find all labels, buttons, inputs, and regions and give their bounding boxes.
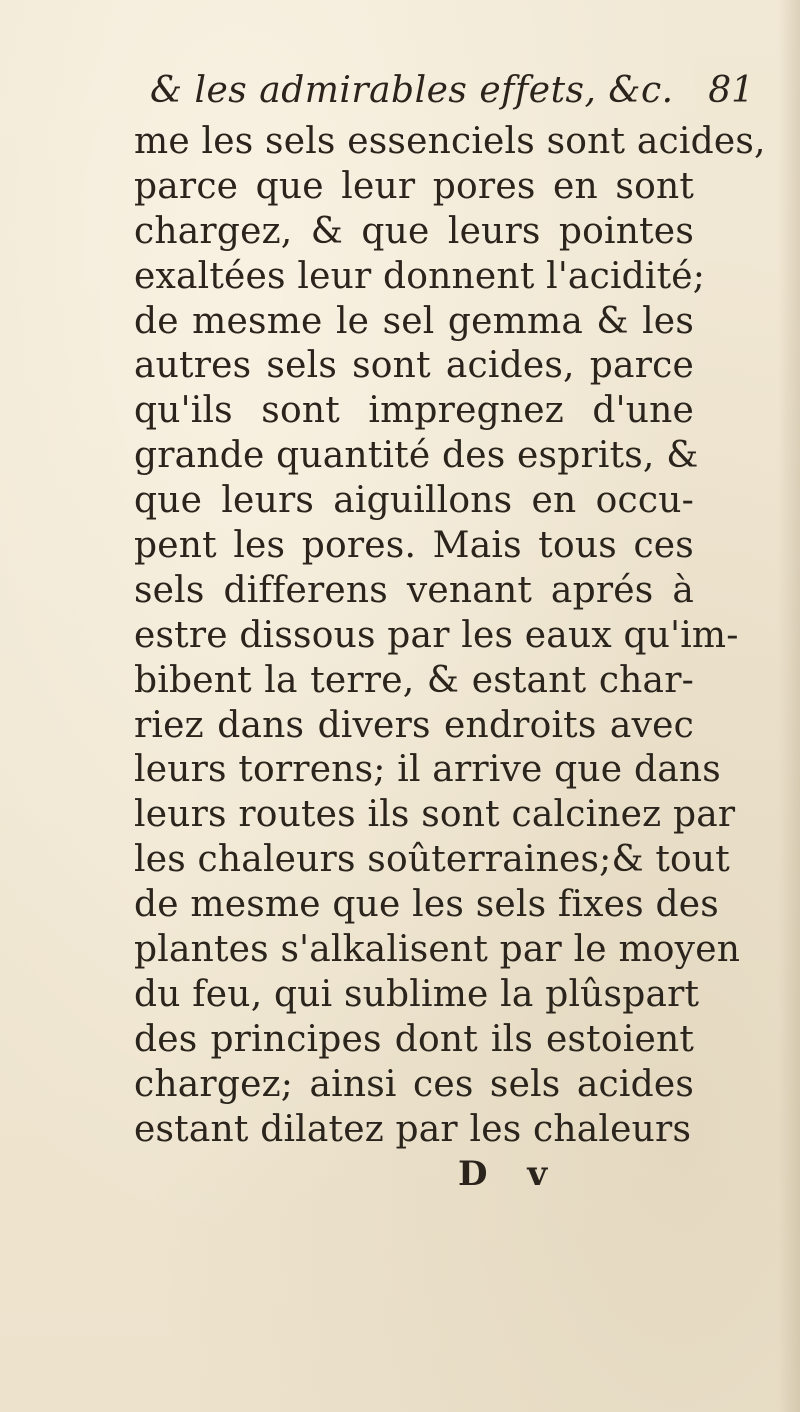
text-line: estre dissous par les eaux qu'im- bbox=[134, 614, 739, 656]
running-header bbox=[150, 70, 760, 120]
text-line: parce que leur pores en sont bbox=[134, 165, 694, 207]
body-text bbox=[134, 120, 766, 1152]
text-line: de mesme que les sels fixes des bbox=[134, 884, 719, 926]
text-line: me les sels essenciels sont acides, bbox=[134, 121, 766, 162]
signature-mark: D v bbox=[458, 1154, 562, 1194]
text-line: pent les pores. Mais tous ces bbox=[134, 525, 694, 567]
text-line: des principes dont ils estoient bbox=[134, 1018, 694, 1060]
text-line: exaltées leur donnent l'acidité; bbox=[134, 255, 706, 297]
running-title: & les admirables effets, &c. bbox=[150, 70, 674, 111]
text-line: que leurs aiguillons en occu- bbox=[134, 480, 694, 522]
page-fold-shadow bbox=[778, 0, 800, 1412]
text-line: bibent la terre, & estant char- bbox=[134, 659, 694, 701]
text-line: du feu, qui sublime la plûspart bbox=[134, 973, 700, 1015]
text-line: de mesme le sel gemma & les bbox=[134, 300, 694, 342]
text-line: leurs torrens; il arrive que dans bbox=[134, 749, 721, 791]
text-line: plantes s'alkalisent par le moyen bbox=[134, 929, 741, 971]
text-line: autres sels sont acides, parce bbox=[134, 345, 694, 387]
text-line: qu'ils sont impregnez d'une bbox=[134, 390, 694, 432]
text-line: grande quantité des esprits, & bbox=[134, 435, 699, 477]
text-line: sels differens venant aprés à bbox=[134, 569, 694, 611]
text-line: leurs routes ils sont calcinez par bbox=[134, 794, 736, 836]
page-number: 81 bbox=[708, 70, 754, 111]
text-line: chargez; ainsi ces sels acides bbox=[134, 1063, 694, 1105]
text-line: les chaleurs soûterraines;& tout bbox=[134, 839, 730, 881]
text-line: estant dilatez par les chaleurs bbox=[134, 1108, 692, 1150]
text-line: riez dans divers endroits avec bbox=[134, 704, 694, 746]
text-line: chargez, & que leurs pointes bbox=[134, 210, 694, 252]
